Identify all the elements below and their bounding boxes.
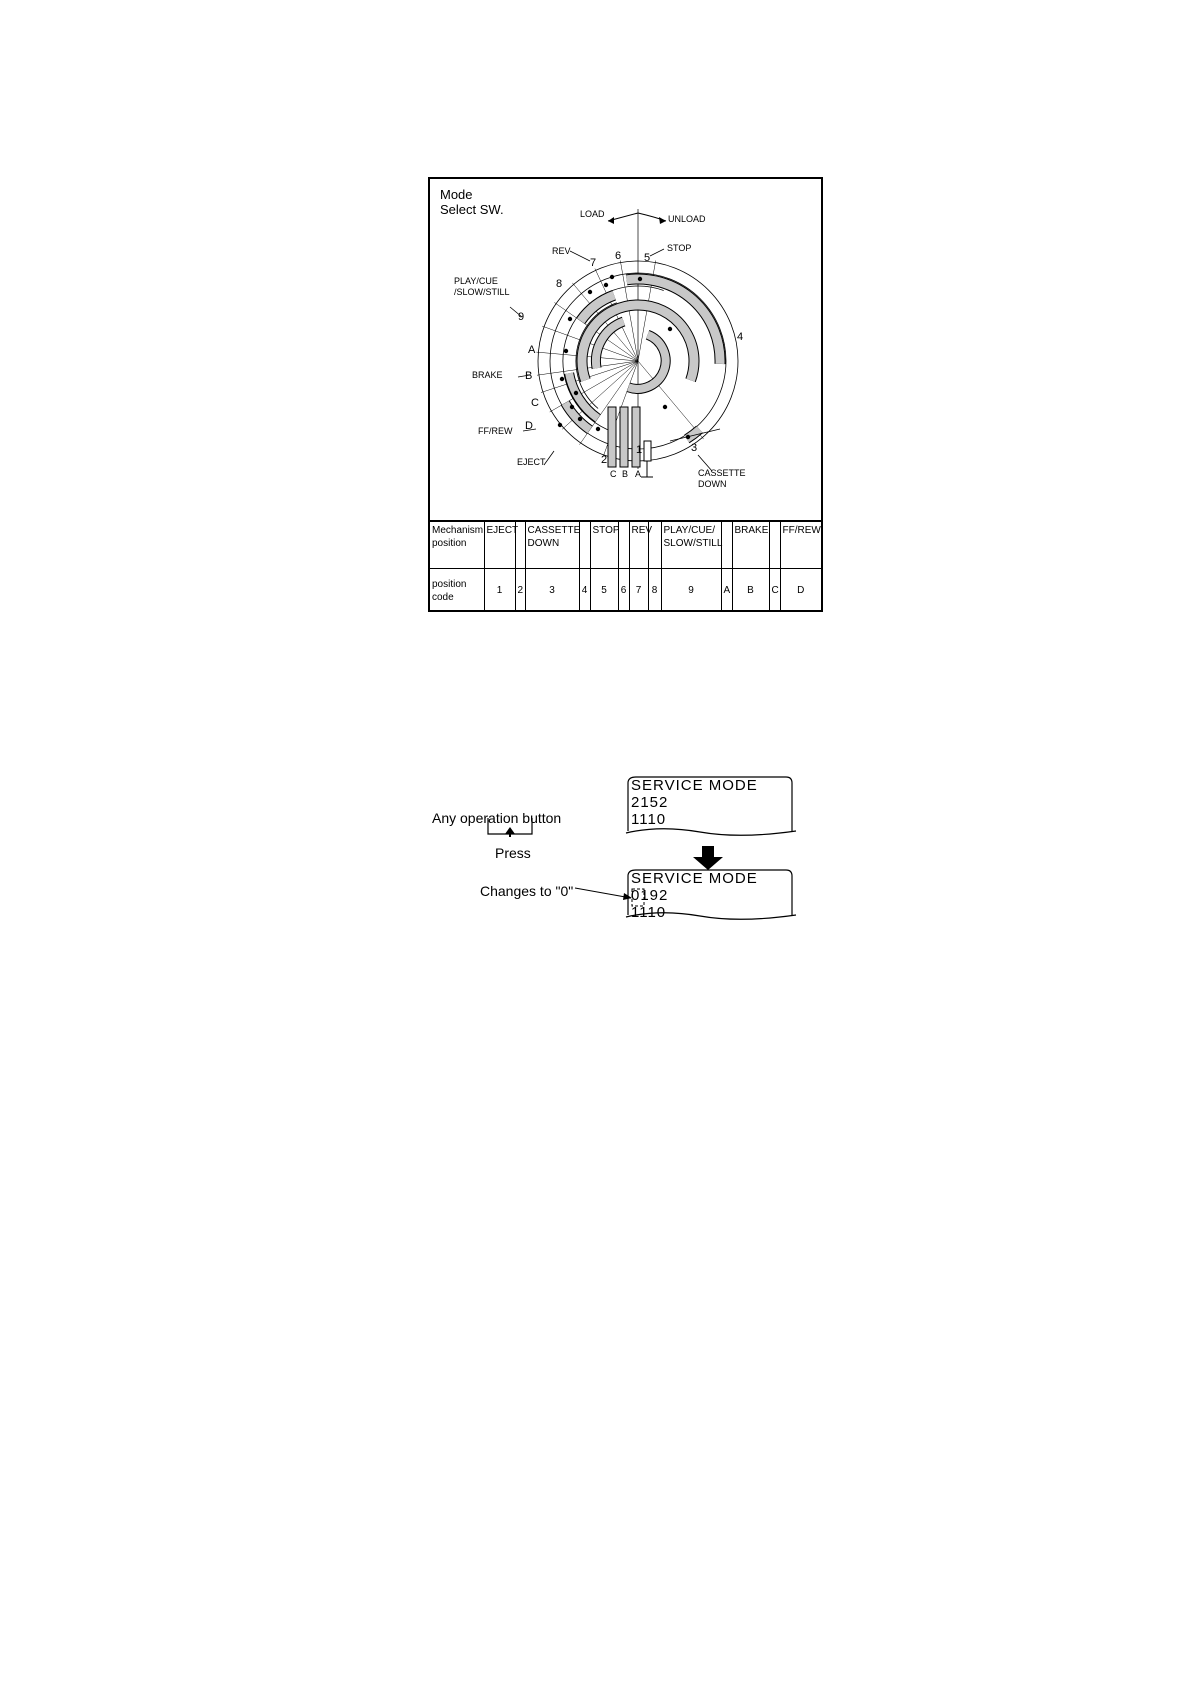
load-arrowhead bbox=[608, 217, 614, 224]
mechanism-cell bbox=[721, 521, 732, 569]
eject-label: EJECT bbox=[517, 457, 546, 467]
switch-geometry bbox=[510, 209, 738, 477]
contact-dot bbox=[596, 427, 600, 431]
any-operation-button-label: Any operation button bbox=[432, 810, 562, 826]
contact-dot bbox=[638, 277, 642, 281]
mechanism-cell: BRAKE bbox=[732, 521, 769, 569]
terminal-b: B bbox=[622, 469, 629, 479]
cassette-label-line1: CASSETTE bbox=[698, 468, 746, 478]
position-code-header: position code bbox=[430, 569, 484, 613]
display-after-line-1: SERVICE MODE bbox=[631, 870, 758, 887]
contact-dot bbox=[668, 327, 672, 331]
display-after-line-3: 1110 bbox=[631, 904, 667, 921]
leader-line bbox=[650, 249, 664, 256]
code-cell: 4 bbox=[579, 569, 590, 613]
brake-label: BRAKE bbox=[472, 370, 503, 380]
service-mode-figure bbox=[432, 775, 800, 945]
position-mark-d: D bbox=[525, 420, 533, 432]
title-mode: Mode bbox=[440, 187, 473, 202]
mechanism-cell: STOP bbox=[590, 521, 618, 569]
code-cell: 9 bbox=[661, 569, 721, 613]
position-mark-3: 3 bbox=[691, 442, 698, 454]
contact-dot bbox=[568, 317, 572, 321]
cassette-label-line2: DOWN bbox=[698, 479, 727, 489]
display-before-line-1: SERVICE MODE bbox=[631, 777, 758, 794]
play-label-line2: /SLOW/STILL bbox=[454, 287, 510, 297]
display-after-line-2: 0192 bbox=[631, 887, 669, 904]
position-mark-9: 9 bbox=[518, 311, 525, 323]
down-arrow-icon bbox=[693, 846, 723, 870]
mechanism-row bbox=[430, 521, 821, 569]
mechanism-cell: PLAY/CUE/ SLOW/STILL bbox=[661, 521, 721, 569]
contact-dot bbox=[663, 405, 667, 409]
display-before-line-2: 2152 bbox=[631, 794, 669, 811]
rev-label: REV bbox=[552, 246, 571, 256]
contact-dot bbox=[610, 275, 614, 279]
position-mark-b: B bbox=[525, 370, 533, 382]
display-before bbox=[622, 777, 792, 828]
mechanism-cell: REV bbox=[629, 521, 648, 569]
code-cell: 3 bbox=[525, 569, 579, 613]
code-cell: 6 bbox=[618, 569, 629, 613]
leader-line bbox=[570, 251, 590, 261]
unload-arrowhead bbox=[659, 217, 666, 224]
position-mark-7: 7 bbox=[590, 257, 597, 269]
contact-dot bbox=[588, 290, 592, 294]
position-mark-1: 1 bbox=[636, 444, 643, 456]
terminal-c: C bbox=[610, 469, 617, 479]
mechanism-cell bbox=[769, 521, 780, 569]
contact-dot bbox=[560, 377, 564, 381]
contact-dot bbox=[604, 283, 608, 287]
code-cell: D bbox=[780, 569, 821, 613]
terminal-a: A bbox=[635, 469, 642, 479]
contact-dot bbox=[564, 349, 568, 353]
unload-label: UNLOAD bbox=[668, 214, 706, 224]
ffrew-label: FF/REW bbox=[478, 426, 513, 436]
code-cell: 1 bbox=[484, 569, 515, 613]
press-arrow-icon bbox=[505, 827, 515, 834]
mechanism-position-table bbox=[430, 520, 821, 612]
code-cell: 5 bbox=[590, 569, 618, 613]
position-mark-c: C bbox=[531, 397, 539, 409]
contact-dot bbox=[558, 423, 562, 427]
position-mark-5: 5 bbox=[644, 252, 651, 264]
display-before-line-3: 1110 bbox=[631, 811, 667, 828]
load-label: LOAD bbox=[580, 209, 605, 219]
stop-label: STOP bbox=[667, 243, 692, 253]
mechanism-cell bbox=[579, 521, 590, 569]
mechanism-cell: CASSETTE DOWN bbox=[525, 521, 579, 569]
mechanism-header: Mechanism position bbox=[430, 521, 484, 569]
contact-dot bbox=[578, 417, 582, 421]
changes-to-label: Changes to "0" bbox=[480, 883, 574, 899]
code-cell: B bbox=[732, 569, 769, 613]
terminal-leg bbox=[632, 407, 643, 467]
press-label: Press bbox=[495, 845, 531, 861]
display-after bbox=[622, 870, 792, 921]
ground-resistor bbox=[644, 441, 651, 461]
mechanism-cell: EJECT bbox=[484, 521, 515, 569]
code-cell: 7 bbox=[629, 569, 648, 613]
position-mark-a: A bbox=[528, 344, 536, 356]
display-before-torn-edge bbox=[626, 829, 796, 836]
position-mark-6: 6 bbox=[615, 250, 622, 262]
title-select-sw: Select SW. bbox=[440, 202, 504, 217]
contact-dot bbox=[574, 391, 578, 395]
position-code-row bbox=[430, 569, 821, 613]
code-cell: 8 bbox=[648, 569, 661, 613]
code-cell: A bbox=[721, 569, 732, 613]
position-mark-2: 2 bbox=[601, 454, 608, 466]
terminal-leg bbox=[608, 407, 616, 467]
play-label-line1: PLAY/CUE bbox=[454, 276, 498, 286]
code-cell: C bbox=[769, 569, 780, 613]
mechanism-cell: FF/REW bbox=[780, 521, 821, 569]
mode-switch-diagram bbox=[430, 179, 821, 520]
position-mark-8: 8 bbox=[556, 278, 563, 290]
position-mark-4: 4 bbox=[737, 331, 744, 343]
code-cell: 2 bbox=[515, 569, 525, 613]
terminal-leg bbox=[620, 407, 628, 467]
mode-select-switch-figure bbox=[428, 177, 823, 612]
contact-dot bbox=[570, 405, 574, 409]
